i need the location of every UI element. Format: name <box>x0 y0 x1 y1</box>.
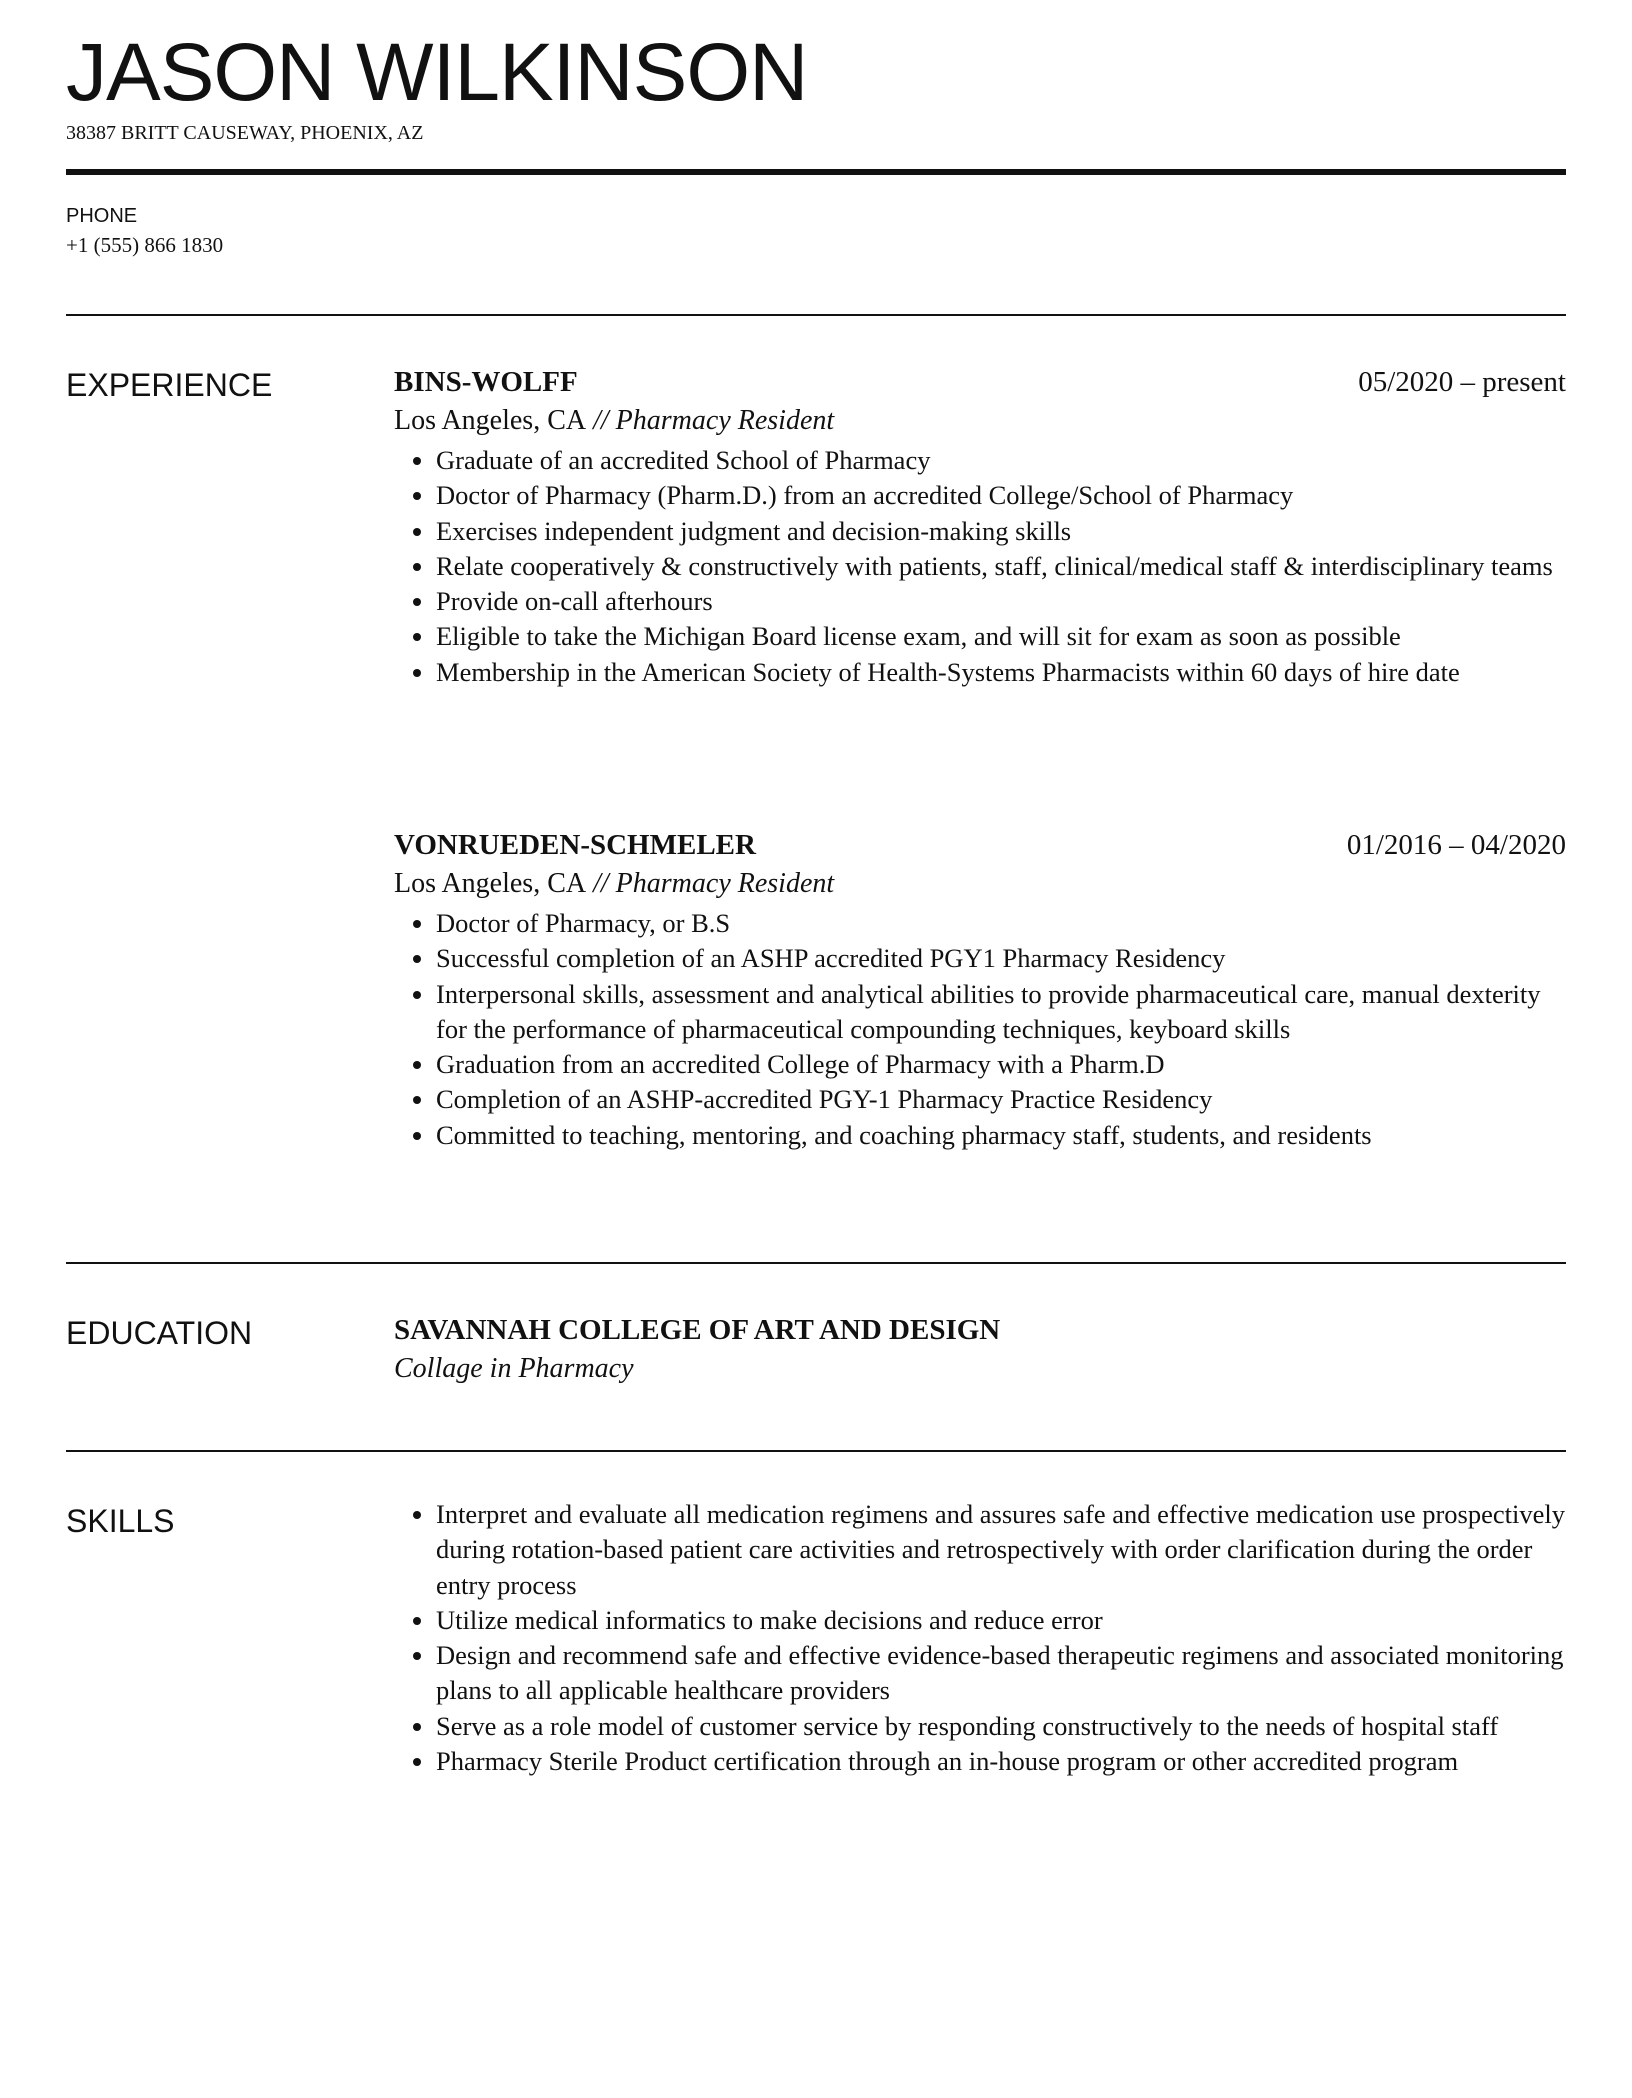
job-bullet: • Relate cooperatively & constructively with patients, staff, clinical/medical staff & interdisciplinary teams <box>436 549 1566 584</box>
job-bullet: • Completion of an ASHP-accredited PGY-1 Pharmacy Practice Residency <box>436 1082 1566 1117</box>
job-bullet: • Doctor of Pharmacy, or B.S <box>436 906 1566 941</box>
education-school: SAVANNAH COLLEGE OF ART AND DESIGN <box>394 1314 1001 1346</box>
job-bullet: • Graduation from an accredited College of Pharmacy with a Pharm.D <box>436 1047 1566 1082</box>
experience-entry <box>394 363 1566 690</box>
job-bullet: • Provide on-call afterhours <box>436 584 1566 619</box>
job-location: Los Angeles, CA <box>394 868 587 899</box>
job-separator: // <box>586 868 616 899</box>
education-degree: Collage in Pharmacy <box>394 1353 634 1384</box>
candidate-address: 38387 BRITT CAUSEWAY, PHOENIX, AZ <box>66 122 424 144</box>
job-header <box>394 363 1566 401</box>
experience-divider <box>66 1262 1566 1264</box>
job-separator: // <box>586 405 616 436</box>
skill-item: • Pharmacy Sterile Product certification through an in-house program or other accredited program <box>436 1744 1566 1779</box>
header-divider <box>66 169 1566 175</box>
job-bullet: • Graduate of an accredited School of Pharmacy <box>436 443 1566 478</box>
skills-list <box>394 1497 1566 1779</box>
job-company: VONRUEDEN-SCHMELER <box>394 829 756 861</box>
candidate-name: JASON WILKINSON <box>66 27 808 118</box>
skill-item: • Design and recommend safe and effective evidence-based therapeutic regimens and associated monitoring plans to all applicable healthcare providers <box>436 1638 1566 1709</box>
job-bullet: • Membership in the American Society of Health-Systems Pharmacists within 60 days of hire date <box>436 655 1566 690</box>
job-bullet: • Doctor of Pharmacy (Pharm.D.) from an accredited College/School of Pharmacy <box>436 478 1566 513</box>
education-entry <box>394 1311 1566 1389</box>
skill-item: • Utilize medical informatics to make decisions and reduce error <box>436 1603 1566 1638</box>
job-company: BINS-WOLFF <box>394 366 578 398</box>
skill-item: • Interpret and evaluate all medication regimens and assures safe and effective medication use prospectively during rotation-based patient care activities and retrospectively with order clarification during the order entry process <box>436 1497 1566 1603</box>
job-dates: 05/2020 – present <box>1358 366 1566 398</box>
job-bullet: • Eligible to take the Michigan Board license exam, and will sit for exam as soon as possible <box>436 619 1566 654</box>
job-dates: 01/2016 – 04/2020 <box>1346 829 1566 861</box>
job-header <box>394 826 1566 864</box>
job-subtitle <box>394 401 1566 441</box>
skills-entry <box>394 1497 1566 1779</box>
job-bullet: • Committed to teaching, mentoring, and coaching pharmacy staff, students, and residents <box>436 1118 1566 1153</box>
job-bullet: • Successful completion of an ASHP accredited PGY1 Pharmacy Residency <box>436 941 1566 976</box>
job-role: Pharmacy Resident <box>615 405 835 436</box>
job-bullet: • Interpersonal skills, assessment and analytical abilities to provide pharmaceutical care, manual dexterity for the performance of pharmaceutical compounding techniques, keyboard skills <box>436 977 1566 1048</box>
experience-entry <box>394 826 1566 1153</box>
education-section-title: EDUCATION <box>66 1315 253 1351</box>
education-divider <box>66 1450 1566 1452</box>
contact-divider <box>66 314 1566 316</box>
skills-section-title: SKILLS <box>66 1503 175 1539</box>
phone-label: PHONE <box>66 205 138 227</box>
job-role: Pharmacy Resident <box>615 868 835 899</box>
job-bullet-list <box>394 443 1566 690</box>
job-subtitle <box>394 864 1566 904</box>
job-bullet-list <box>394 906 1566 1153</box>
job-bullet: • Exercises independent judgment and decision-making skills <box>436 514 1566 549</box>
job-location: Los Angeles, CA <box>394 405 587 436</box>
experience-section-title: EXPERIENCE <box>66 367 273 403</box>
phone-value: +1 (555) 866 1830 <box>66 233 224 257</box>
skill-item: • Serve as a role model of customer service by responding constructively to the needs of hospital staff <box>436 1709 1566 1744</box>
